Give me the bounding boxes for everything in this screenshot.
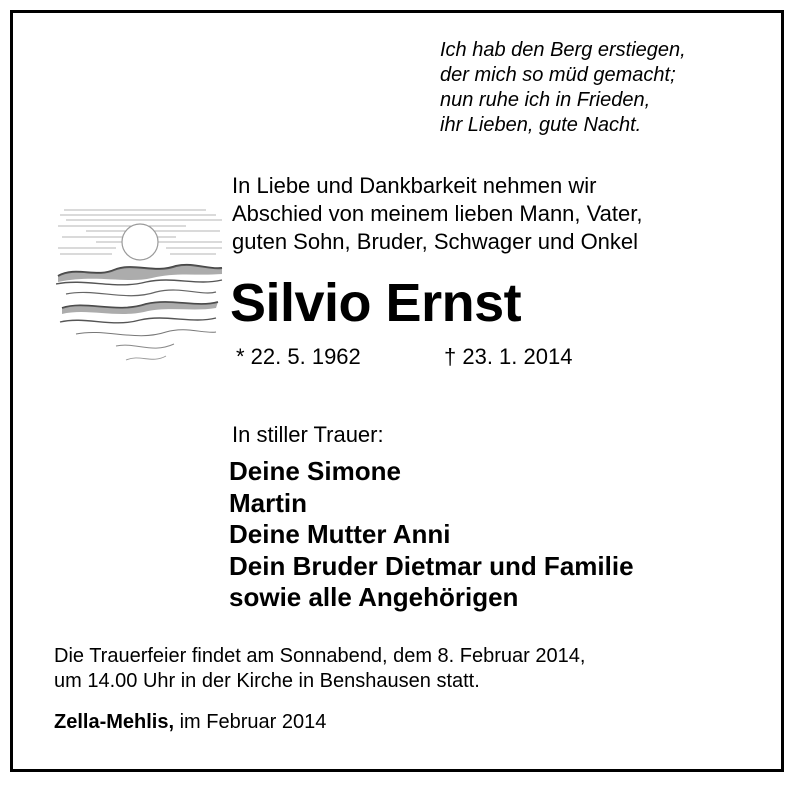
death-date: † 23. 1. 2014	[444, 344, 573, 369]
poem-line: der mich so müd gemacht;	[440, 64, 676, 86]
service-line: um 14.00 Uhr in der Kirche in Benshausen statt.	[54, 670, 480, 692]
intro-line: In Liebe und Dankbarkeit nehmen wir	[232, 173, 597, 198]
mourner-name: sowie alle Angehörigen	[229, 582, 519, 612]
poem	[440, 38, 686, 138]
moon-over-landscape-sketch-icon	[56, 204, 224, 376]
mourner-name: Martin	[229, 487, 307, 518]
birth-date: * 22. 5. 1962	[236, 344, 361, 369]
life-dates	[236, 342, 572, 372]
mourner-name: Deine Mutter Anni	[229, 519, 451, 549]
place-name: Zella-Mehlis,	[54, 711, 175, 733]
signoff-date: im Februar 2014	[179, 711, 327, 733]
intro-text	[232, 172, 643, 256]
mourner-name: Deine Simone	[229, 456, 401, 486]
poem-line: Ich hab den Berg erstiegen,	[440, 39, 686, 61]
service-line: Die Trauerfeier findet am Sonnabend, dem 8. Februar 2014,	[54, 645, 586, 667]
service-info	[54, 644, 585, 694]
intro-line: guten Sohn, Bruder, Schwager und Onkel	[232, 229, 639, 254]
poem-line: nun ruhe ich in Frieden,	[440, 89, 651, 111]
poem-line: ihr Lieben, gute Nacht.	[440, 114, 642, 136]
mourning-label: In stiller Trauer:	[232, 422, 384, 447]
mourner-list	[229, 456, 634, 614]
place-date-line	[54, 708, 326, 736]
intro-line: Abschied von meinem lieben Mann, Vater,	[232, 201, 643, 226]
mourner-name: Dein Bruder Dietmar und Familie	[229, 550, 634, 581]
deceased-name: Silvio Ernst	[230, 273, 522, 333]
